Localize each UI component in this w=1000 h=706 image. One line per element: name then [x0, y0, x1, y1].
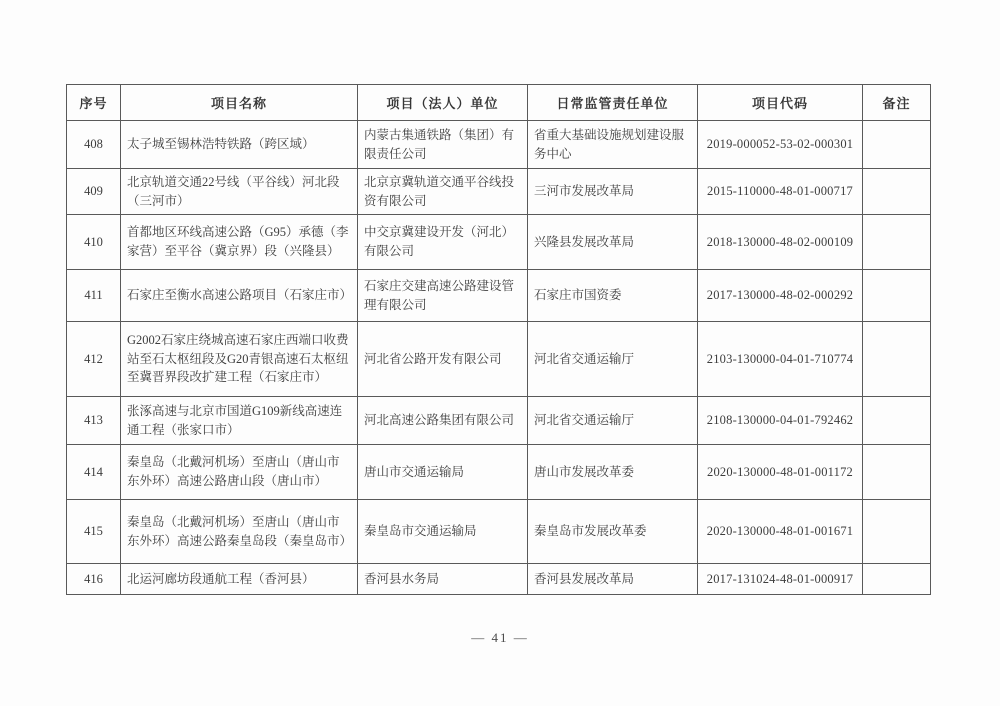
- cell-remarks: [863, 121, 931, 169]
- cell-supervision-unit: 秦皇岛市发展改革委: [528, 500, 698, 564]
- table-row: [67, 500, 931, 564]
- cell-supervision-unit: 省重大基础设施规划建设服务中心: [528, 121, 698, 169]
- table-row: [67, 169, 931, 215]
- cell-project-code: 2018-130000-48-02-000109: [698, 215, 863, 270]
- cell-remarks: [863, 270, 931, 322]
- cell-serial-number: 413: [67, 397, 121, 445]
- cell-supervision-unit: 唐山市发展改革委: [528, 445, 698, 500]
- cell-serial-number: 412: [67, 322, 121, 397]
- cell-supervision-unit: 三河市发展改革局: [528, 169, 698, 215]
- cell-legal-entity: 北京京冀轨道交通平谷线投资有限公司: [358, 169, 528, 215]
- cell-serial-number: 415: [67, 500, 121, 564]
- table-body: [67, 121, 931, 595]
- header-legal-entity: 项目（法人）单位: [358, 85, 528, 121]
- cell-serial-number: 408: [67, 121, 121, 169]
- cell-remarks: [863, 500, 931, 564]
- header-project-code: 项目代码: [698, 85, 863, 121]
- project-table: [66, 84, 931, 595]
- cell-serial-number: 409: [67, 169, 121, 215]
- cell-project-code: 2019-000052-53-02-000301: [698, 121, 863, 169]
- cell-serial-number: 416: [67, 564, 121, 595]
- cell-project-code: 2017-130000-48-02-000292: [698, 270, 863, 322]
- cell-remarks: [863, 169, 931, 215]
- cell-remarks: [863, 215, 931, 270]
- header-remarks: 备注: [863, 85, 931, 121]
- cell-serial-number: 410: [67, 215, 121, 270]
- header-supervision-unit: 日常监管责任单位: [528, 85, 698, 121]
- cell-project-name: 秦皇岛（北戴河机场）至唐山（唐山市东外环）高速公路秦皇岛段（秦皇岛市）: [121, 500, 358, 564]
- table-row: [67, 445, 931, 500]
- cell-project-name: 石家庄至衡水高速公路项目（石家庄市）: [121, 270, 358, 322]
- table-row: [67, 397, 931, 445]
- cell-legal-entity: 河北省公路开发有限公司: [358, 322, 528, 397]
- cell-project-code: 2103-130000-04-01-710774: [698, 322, 863, 397]
- cell-project-code: 2108-130000-04-01-792462: [698, 397, 863, 445]
- cell-project-code: 2020-130000-48-01-001671: [698, 500, 863, 564]
- cell-serial-number: 414: [67, 445, 121, 500]
- cell-supervision-unit: 香河县发展改革局: [528, 564, 698, 595]
- table-row: [67, 215, 931, 270]
- cell-project-name: 太子城至锡林浩特铁路（跨区域）: [121, 121, 358, 169]
- cell-project-name: G2002石家庄绕城高速石家庄西端口收费站至石太枢纽段及G20青银高速石太枢纽至冀晋界段改扩建工程（石家庄市）: [121, 322, 358, 397]
- cell-serial-number: 411: [67, 270, 121, 322]
- page-number: — 41 —: [471, 630, 529, 645]
- cell-project-name: 首都地区环线高速公路（G95）承德（李家营）至平谷（冀京界）段（兴隆县）: [121, 215, 358, 270]
- cell-legal-entity: 香河县水务局: [358, 564, 528, 595]
- cell-supervision-unit: 石家庄市国资委: [528, 270, 698, 322]
- header-serial-number: 序号: [67, 85, 121, 121]
- cell-legal-entity: 内蒙古集通铁路（集团）有限责任公司: [358, 121, 528, 169]
- cell-legal-entity: 秦皇岛市交通运输局: [358, 500, 528, 564]
- cell-remarks: [863, 397, 931, 445]
- cell-supervision-unit: 河北省交通运输厅: [528, 397, 698, 445]
- cell-supervision-unit: 河北省交通运输厅: [528, 322, 698, 397]
- cell-project-code: 2015-110000-48-01-000717: [698, 169, 863, 215]
- cell-legal-entity: 唐山市交通运输局: [358, 445, 528, 500]
- table-row: [67, 270, 931, 322]
- cell-remarks: [863, 322, 931, 397]
- cell-project-name: 秦皇岛（北戴河机场）至唐山（唐山市东外环）高速公路唐山段（唐山市）: [121, 445, 358, 500]
- cell-legal-entity: 河北高速公路集团有限公司: [358, 397, 528, 445]
- cell-remarks: [863, 445, 931, 500]
- cell-project-name: 北运河廊坊段通航工程（香河县）: [121, 564, 358, 595]
- cell-legal-entity: 中交京冀建设开发（河北）有限公司: [358, 215, 528, 270]
- cell-remarks: [863, 564, 931, 595]
- table-row: [67, 121, 931, 169]
- table-header-row: [67, 85, 931, 121]
- cell-project-name: 北京轨道交通22号线（平谷线）河北段（三河市）: [121, 169, 358, 215]
- table-row: [67, 564, 931, 595]
- header-project-name: 项目名称: [121, 85, 358, 121]
- cell-project-name: 张涿高速与北京市国道G109新线高速连通工程（张家口市）: [121, 397, 358, 445]
- cell-project-code: 2020-130000-48-01-001172: [698, 445, 863, 500]
- cell-project-code: 2017-131024-48-01-000917: [698, 564, 863, 595]
- table-row: [67, 322, 931, 397]
- cell-legal-entity: 石家庄交建高速公路建设管理有限公司: [358, 270, 528, 322]
- cell-supervision-unit: 兴隆县发展改革局: [528, 215, 698, 270]
